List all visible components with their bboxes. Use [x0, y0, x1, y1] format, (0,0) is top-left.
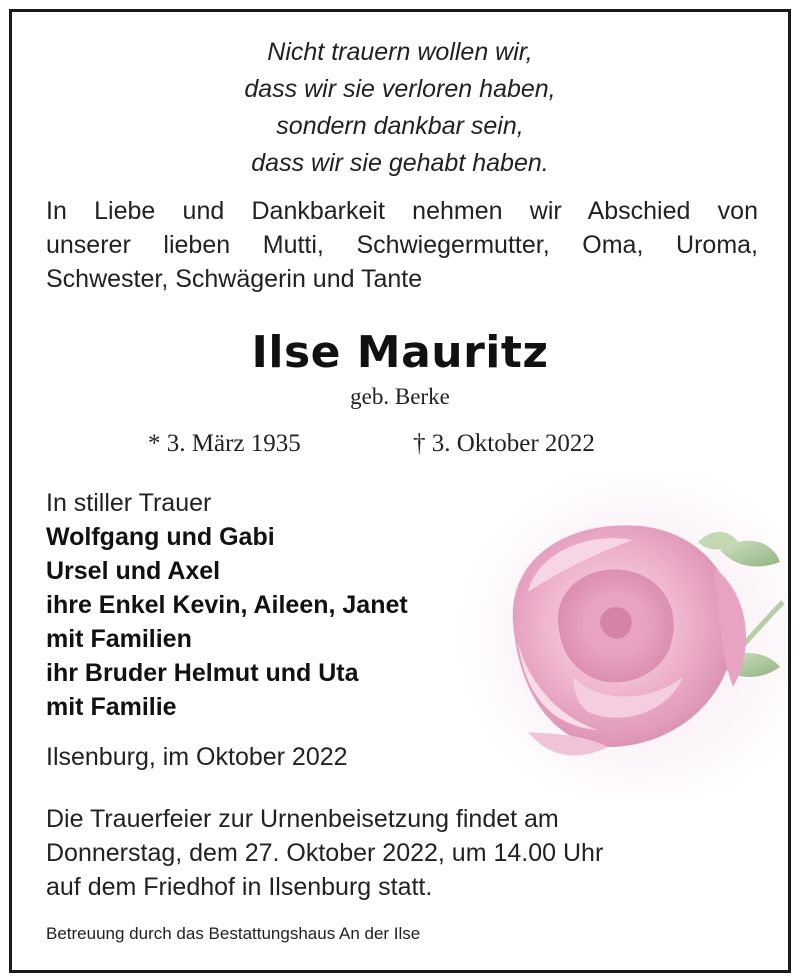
mourners [46, 486, 476, 724]
mourner-name: Ursel und Axel [46, 557, 221, 585]
deceased-name: Ilse Mauritz [251, 327, 549, 378]
intro-line: Schwester, Schwägerin und Tante [46, 265, 423, 293]
intro-line: In Liebe und Dankbarkeit nehmen wir Abschied von [46, 197, 758, 225]
poem-line: dass wir sie verloren haben, [244, 75, 556, 103]
poem-line: Nicht trauern wollen wir, [267, 38, 533, 66]
mourner-name: mit Familien [46, 625, 192, 653]
rose-icon [458, 472, 788, 792]
mourner-name: ihr Bruder Helmut und Uta [46, 659, 359, 687]
birth-date: * 3. März 1935 [148, 430, 301, 457]
mourner-name: ihre Enkel Kevin, Aileen, Janet [46, 591, 408, 619]
mourners-lead: In stiller Trauer [46, 489, 212, 517]
poem-line: dass wir sie gehabt haben. [251, 149, 549, 177]
undertaker-note: Betreuung durch das Bestattungshaus An der Ilse [46, 924, 421, 943]
poem [12, 34, 788, 182]
service-line: auf dem Friedhof in Ilsenburg statt. [46, 873, 433, 901]
intro-line: unserer lieben Mutti, Schwiegermutter, Oma, Uroma, [46, 231, 758, 259]
intro-text [46, 194, 758, 296]
death-date: † 3. Oktober 2022 [413, 430, 595, 457]
mourner-name: Wolfgang und Gabi [46, 523, 275, 551]
service-line: Die Trauerfeier zur Urnenbeisetzung findet am [46, 805, 559, 833]
place-date: Ilsenburg, im Oktober 2022 [46, 743, 348, 771]
obituary-frame [9, 9, 791, 973]
rose-image [458, 472, 788, 792]
born-name: geb. Berke [350, 384, 450, 409]
service-info [46, 802, 746, 904]
mourner-name: mit Familie [46, 693, 177, 721]
poem-line: sondern dankbar sein, [276, 112, 524, 140]
service-line: Donnerstag, dem 27. Oktober 2022, um 14.00 Uhr [46, 839, 604, 867]
